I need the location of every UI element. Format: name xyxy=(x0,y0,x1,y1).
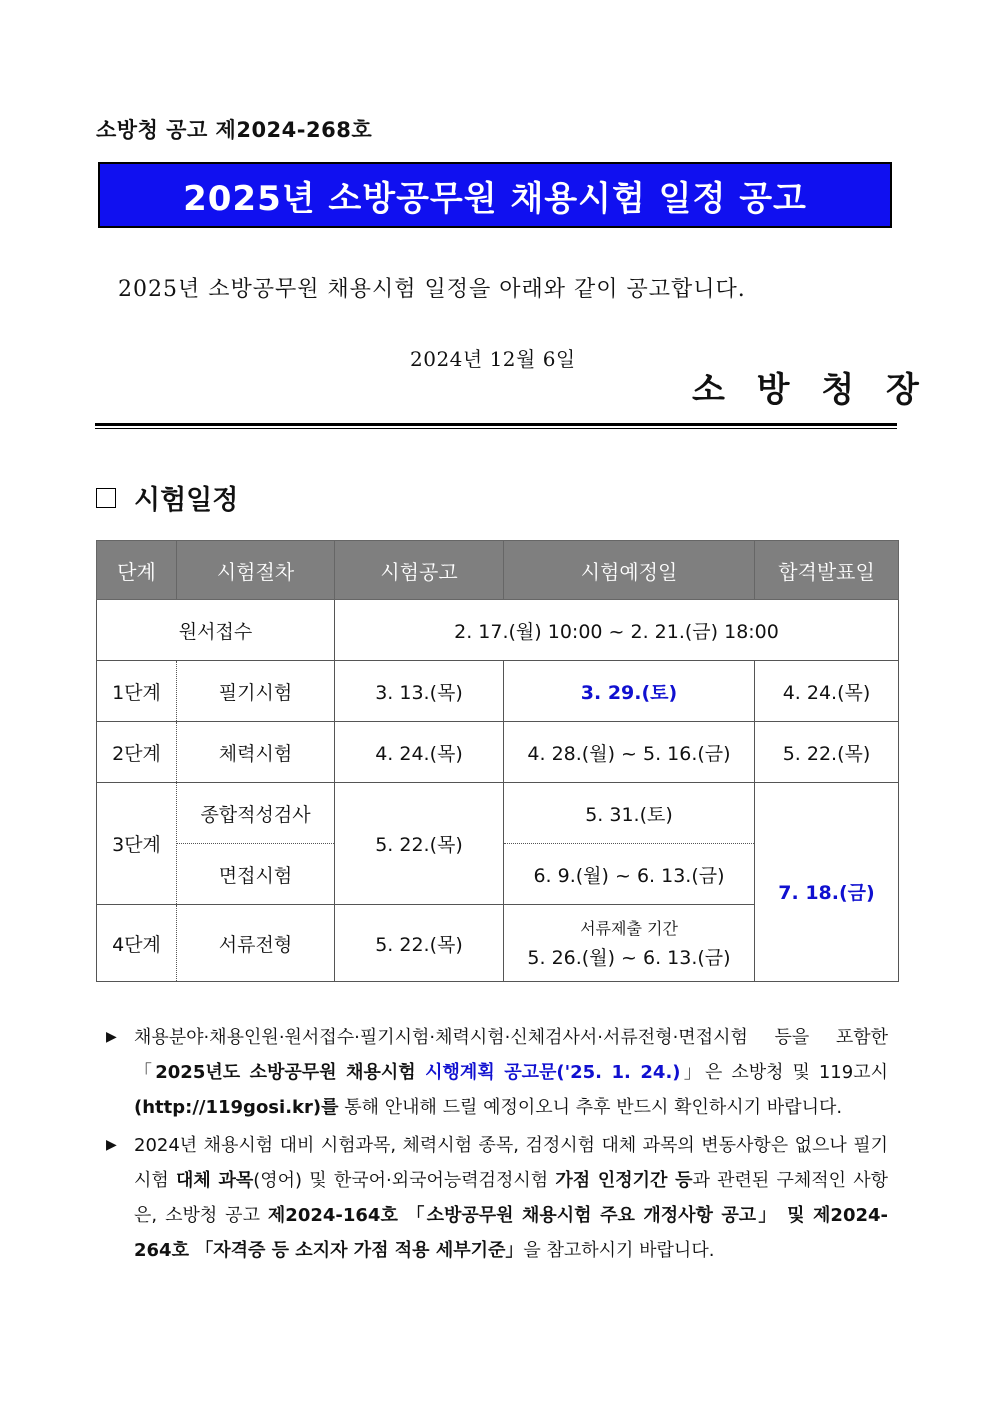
note-text xyxy=(134,1020,888,1125)
procedure-cell: 체력시험 xyxy=(177,722,335,783)
stage-cell: 1단계 xyxy=(97,661,177,722)
note-span: 」은 소방청 및 119고시 xyxy=(680,1062,888,1083)
exam-date-cell: 4. 28.(월) ~ 5. 16.(금) xyxy=(504,722,755,783)
signer: 소 방 청 장 xyxy=(692,370,929,410)
notice-cell: 4. 24.(목) xyxy=(335,722,504,783)
exam-period: 5. 26.(월) ~ 6. 13.(금) xyxy=(527,947,731,969)
procedure-cell: 필기시험 xyxy=(177,661,335,722)
result-date-cell: 5. 22.(목) xyxy=(755,722,899,783)
note-item xyxy=(106,1128,888,1268)
note-item xyxy=(106,1020,888,1125)
exam-date-cell xyxy=(504,905,755,982)
checkbox-square-icon xyxy=(96,488,116,508)
procedure-cell: 면접시험 xyxy=(177,844,335,905)
note-bold: 대체 과목 xyxy=(175,1170,254,1191)
notice-cell: 3. 13.(목) xyxy=(335,661,504,722)
note-link: (http://119gosi.kr)를 xyxy=(134,1097,339,1118)
note-bold: 가점 인정기간 등 xyxy=(555,1170,693,1191)
header-result-date: 합격발표일 xyxy=(755,541,899,600)
result-date-cell: 7. 18.(금) xyxy=(755,783,899,982)
triangle-bullet-icon: ▶ xyxy=(106,1137,117,1153)
exam-date-cell: 5. 31.(토) xyxy=(504,783,755,844)
result-date-cell: 4. 24.(목) xyxy=(755,661,899,722)
note-span: 통해 안내해 드릴 예정이오니 추후 반드시 확인하시기 바랍니다. xyxy=(338,1097,843,1118)
exam-date-cell: 6. 9.(월) ~ 6. 13.(금) xyxy=(504,844,755,905)
stage-cell: 2단계 xyxy=(97,722,177,783)
note-span: 을 참고하시기 바랍니다. xyxy=(523,1240,715,1261)
note-bold: 2025년도 소방공무원 채용시험 xyxy=(155,1062,426,1083)
section-title: 시험일정 xyxy=(134,485,239,516)
table-row xyxy=(97,783,899,844)
application-period: 2. 17.(월) 10:00 ~ 2. 21.(금) 18:00 xyxy=(335,600,899,661)
header-stage: 단계 xyxy=(97,541,177,600)
table-header-row xyxy=(97,541,899,600)
page-title: 2025년 소방공무원 채용시험 일정 공고 xyxy=(98,162,892,228)
divider xyxy=(95,423,897,426)
note-text xyxy=(134,1128,888,1268)
header-notice: 시험공고 xyxy=(335,541,504,600)
notice-cell: 5. 22.(목) xyxy=(335,783,504,905)
table-row xyxy=(97,600,899,661)
note-bold: 제2024-164호 「소방공무원 채용시험 주요 개정사항 공고」 및 제2024-264호 「자격증 등 소지자 가점 적용 세부기준」 xyxy=(134,1205,888,1261)
schedule-table xyxy=(96,540,899,982)
note-span: 2024년 채용시험 대비 시험과목, 체력시험 종목, 검정시험 대체 과목의 변동사항은 없으나 필기시험 xyxy=(134,1135,888,1191)
table-row xyxy=(97,722,899,783)
procedure-cell: 종합적성검사 xyxy=(177,783,335,844)
procedure-cell: 서류전형 xyxy=(177,905,335,982)
application-label: 원서접수 xyxy=(97,600,335,661)
intro-text: 2025년 소방공무원 채용시험 일정을 아래와 같이 공고합니다. xyxy=(118,277,746,302)
triangle-bullet-icon: ▶ xyxy=(106,1029,117,1045)
table-row xyxy=(97,661,899,722)
stage-cell: 3단계 xyxy=(97,783,177,905)
note-span: 과 관련된 구체적인 사항은, 소방청 공고 xyxy=(134,1170,888,1226)
header-exam-date: 시험예정일 xyxy=(504,541,755,600)
notice-cell: 5. 22.(목) xyxy=(335,905,504,982)
note-span: 채용분야·채용인원·원서접수·필기시험·체력시험·신체검사서·서류전형·면접시험 등을 포함한 「 xyxy=(134,1027,888,1083)
divider xyxy=(95,428,897,429)
section-heading xyxy=(96,478,238,517)
notice-number: 소방청 공고 제2024-268호 xyxy=(96,118,373,142)
header-procedure: 시험절차 xyxy=(177,541,335,600)
notes xyxy=(106,1020,888,1271)
exam-date-cell: 3. 29.(토) xyxy=(504,661,755,722)
note-span: (영어) 및 한국어·외국어능력검정시험 xyxy=(253,1170,556,1191)
exam-caption: 서류제출 기간 xyxy=(580,919,678,938)
note-highlight: 시행계획 공고문('25. 1. 24.) xyxy=(425,1062,681,1083)
notice-date: 2024년 12월 6일 xyxy=(410,347,576,371)
stage-cell: 4단계 xyxy=(97,905,177,982)
